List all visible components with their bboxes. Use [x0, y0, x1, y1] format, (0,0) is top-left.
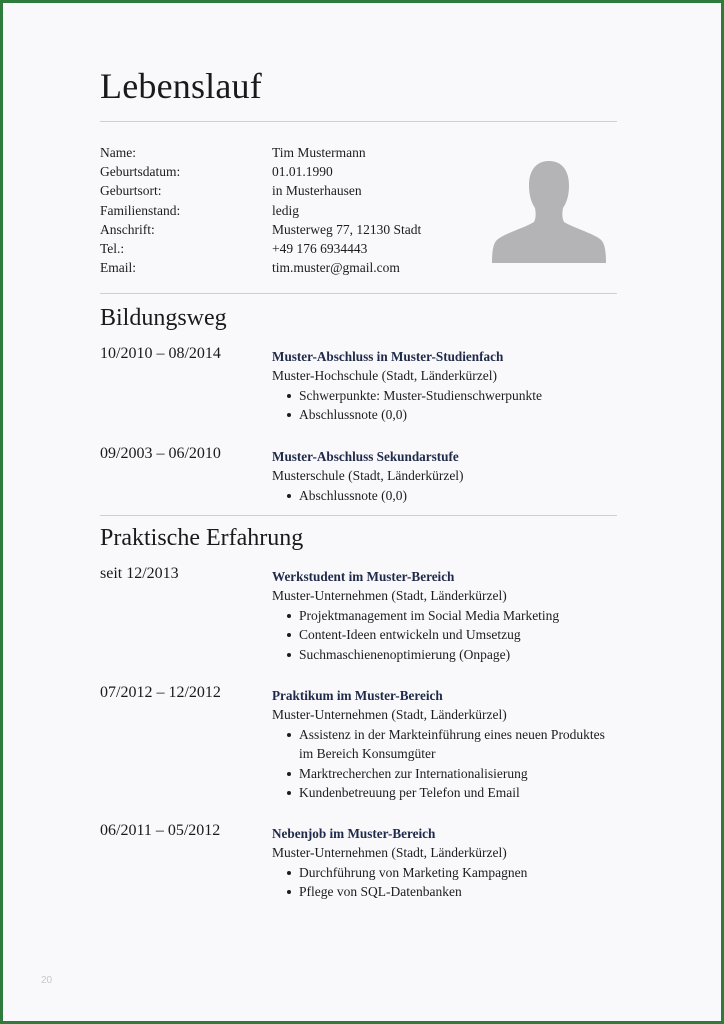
bullet-item: Assistenz in der Markteinführung eines neuen Produktes im Bereich Konsumgüter	[299, 725, 620, 764]
entry-company: Muster-Unternehmen (Stadt, Länderkürzel)	[272, 707, 507, 723]
entry-body	[272, 686, 620, 802]
personal-label: Name:	[100, 145, 136, 160]
document-title: Lebenslauf	[100, 66, 262, 106]
entry-company: Muster-Unternehmen (Stadt, Länderkürzel)	[272, 588, 507, 604]
personal-label: Tel.:	[100, 240, 125, 256]
bullet-list	[272, 486, 620, 505]
bullet-item: Suchmaschienenoptimierung (Onpage)	[299, 645, 620, 664]
entry-date: seit 12/2013	[100, 565, 179, 582]
personal-label: Email:	[100, 260, 136, 276]
personal-label: Geburtsort:	[100, 183, 162, 199]
section-title-experience: Praktische Erfahrung	[100, 525, 304, 551]
personal-value: in Musterhausen	[272, 183, 362, 199]
bullet-list	[272, 725, 620, 803]
entry-company: Muster-Unternehmen (Stadt, Länderkürzel)	[272, 845, 507, 861]
bullet-item: Abschlussnote (0,0)	[299, 486, 620, 505]
personal-value: tim.muster@gmail.com	[272, 260, 400, 276]
personal-label: Anschrift:	[100, 221, 155, 237]
page-number: 20	[41, 975, 53, 986]
bullet-item: Pflege von SQL-Datenbanken	[299, 882, 620, 901]
entry-body	[272, 347, 620, 425]
personal-value: Tim Mustermann	[272, 145, 366, 160]
personal-value: 01.01.1990	[272, 164, 333, 180]
personal-label: Geburtsdatum:	[100, 164, 181, 180]
entry-body	[272, 447, 620, 505]
personal-value: Musterweg 77, 12130 Stadt	[272, 221, 422, 237]
bullet-item: Projektmanagement im Social Media Marketing	[299, 606, 620, 625]
entry-body	[272, 824, 620, 902]
bullet-list	[272, 386, 620, 425]
entry-date: 09/2003 – 06/2010	[100, 445, 221, 462]
entry-date: 10/2010 – 08/2014	[100, 345, 221, 362]
personal-value: ledig	[272, 202, 299, 218]
entry-title: Praktikum im Muster-Bereich	[272, 688, 443, 703]
person-silhouette-icon	[492, 155, 606, 263]
entry-body	[272, 567, 620, 664]
entry-title: Muster-Abschluss Sekundarstufe	[272, 449, 459, 464]
entry-title: Werkstudent im Muster-Bereich	[272, 569, 455, 584]
bullet-item: Schwerpunkte: Muster-Studienschwerpunkte	[299, 386, 620, 405]
bullet-list	[272, 863, 620, 902]
divider	[100, 121, 617, 122]
entry-title: Muster-Abschluss in Muster-Studienfach	[272, 349, 504, 364]
entry-date: 06/2011 – 05/2012	[100, 822, 221, 839]
bullet-item: Content-Ideen entwickeln und Umsetzug	[299, 625, 620, 644]
bullet-item: Marktrecherchen zur Internationalisierung	[299, 764, 620, 783]
personal-value: +49 176 6934443	[272, 240, 368, 256]
divider	[100, 293, 617, 294]
entry-institution: Muster-Hochschule (Stadt, Länderkürzel)	[272, 368, 498, 384]
bullet-item: Abschlussnote (0,0)	[299, 405, 620, 424]
entry-date: 07/2012 – 12/2012	[100, 684, 221, 701]
entry-title: Nebenjob im Muster-Bereich	[272, 826, 436, 841]
divider	[100, 515, 617, 516]
section-title-education: Bildungsweg	[100, 305, 227, 331]
entry-institution: Musterschule (Stadt, Länderkürzel)	[272, 468, 464, 484]
bullet-item: Durchführung von Marketing Kampagnen	[299, 863, 620, 882]
personal-label: Familienstand:	[100, 202, 181, 218]
bullet-list	[272, 606, 620, 664]
bullet-item: Kundenbetreuung per Telefon und Email	[299, 783, 620, 802]
